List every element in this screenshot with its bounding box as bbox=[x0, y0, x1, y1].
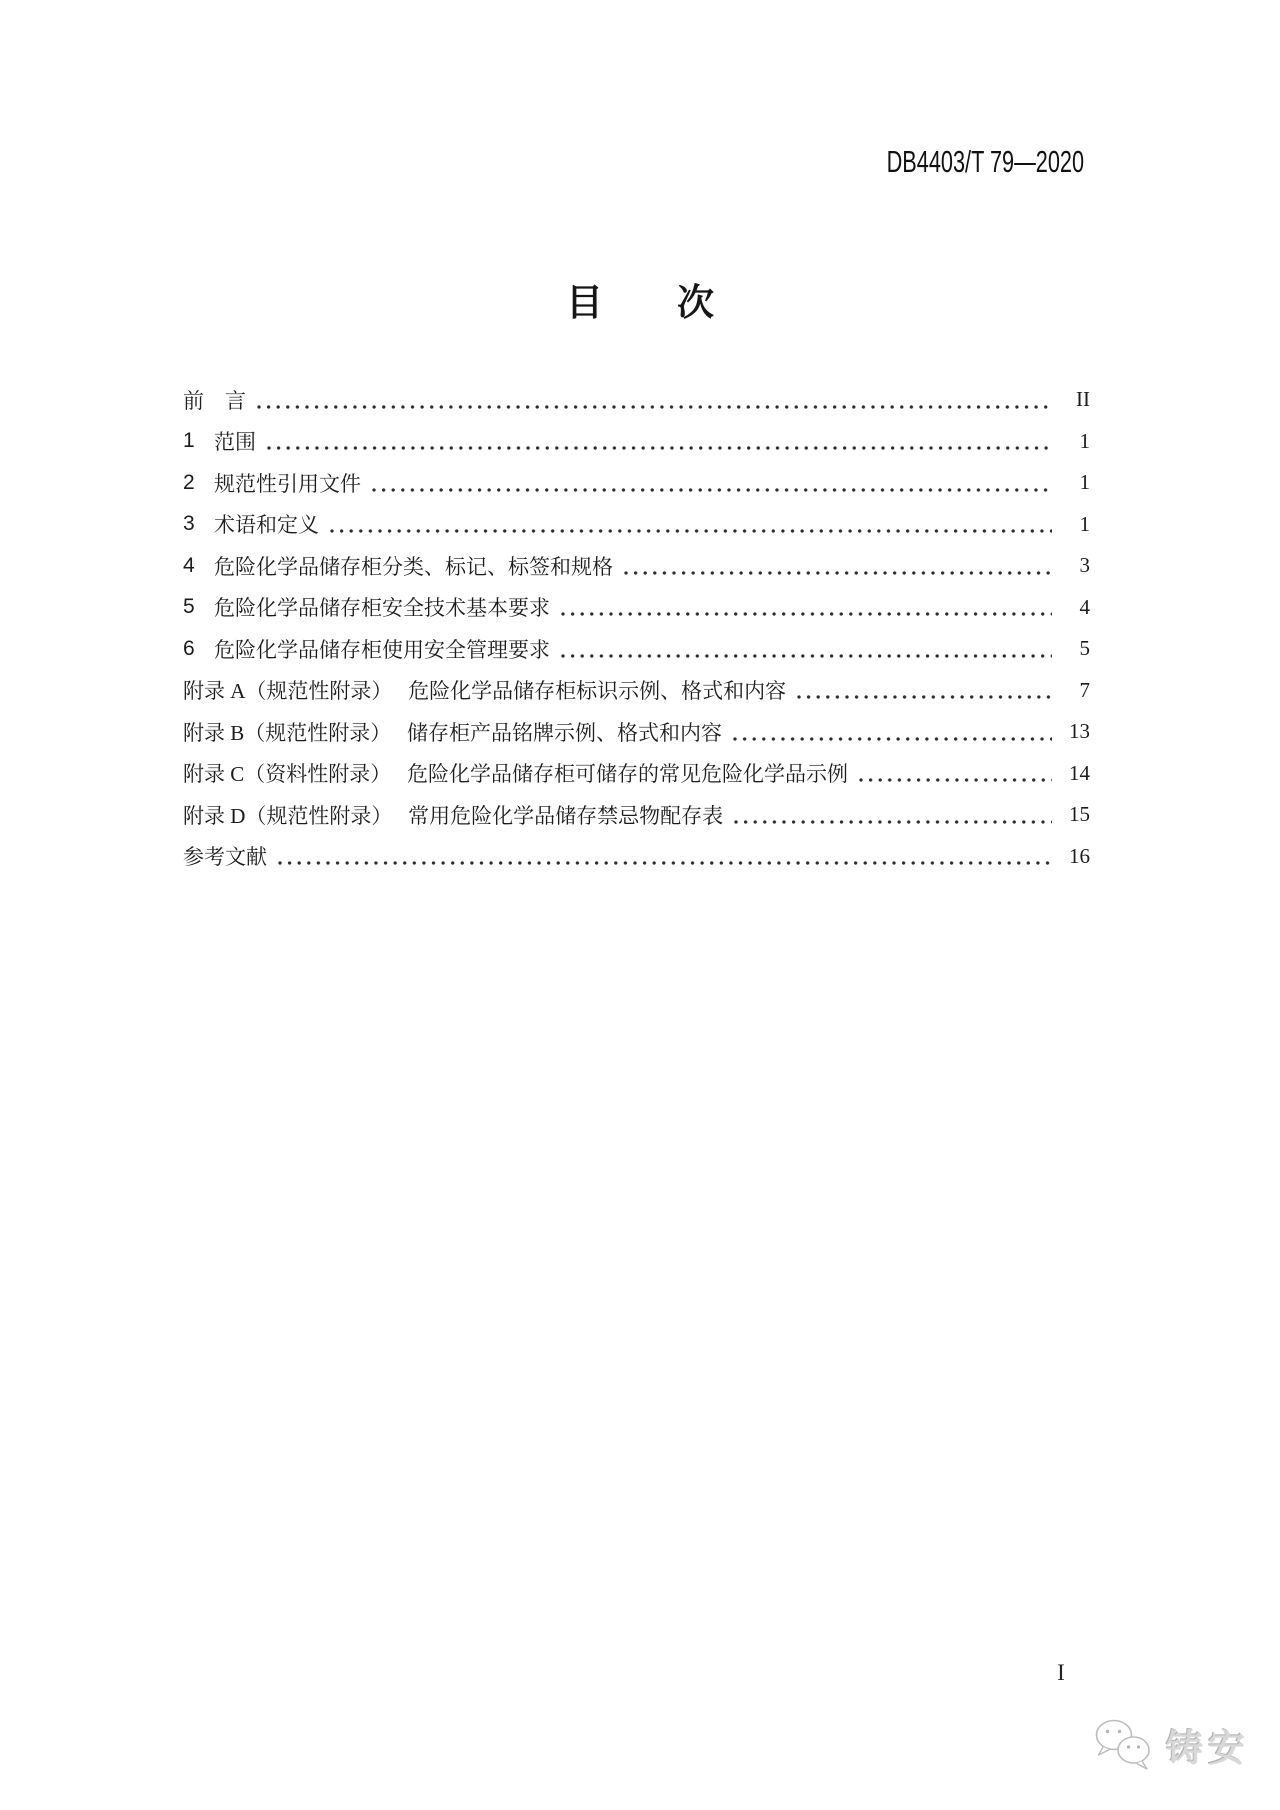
toc-entry bbox=[183, 794, 1090, 836]
toc-dot-leader bbox=[559, 587, 1052, 629]
toc-entry-number: 3 bbox=[183, 512, 195, 536]
toc-entry bbox=[183, 379, 1090, 421]
wechat-chat-bubbles-icon bbox=[1092, 1716, 1156, 1774]
toc-dot-leader bbox=[622, 545, 1052, 587]
toc-entry-label: 范围 bbox=[214, 430, 256, 455]
toc-entry-page: 15 bbox=[1069, 802, 1090, 827]
toc-entry-number: 4 bbox=[183, 553, 195, 577]
toc-entry bbox=[183, 545, 1090, 587]
footer-page-number: I bbox=[1057, 1660, 1065, 1685]
toc-entry-page: 5 bbox=[1079, 636, 1090, 661]
toc-entry-page: 13 bbox=[1069, 719, 1090, 744]
toc-entry-label: 危险化学品储存柜分类、标记、标签和规格 bbox=[214, 554, 613, 579]
toc-entry-label: 附录 D（规范性附录） 常用危险化学品储存禁忌物配存表 bbox=[183, 803, 724, 828]
toc-entry-number: 2 bbox=[183, 470, 195, 494]
toc-entry bbox=[183, 836, 1090, 878]
toc-entry-page: 7 bbox=[1079, 677, 1090, 702]
toc-dot-leader bbox=[559, 628, 1052, 670]
toc-entry-page: 1 bbox=[1079, 428, 1090, 453]
toc-dot-leader bbox=[857, 753, 1052, 795]
toc-entry-label: 前 言 bbox=[183, 388, 246, 413]
toc-entry-label: 附录 A（规范性附录） 危险化学品储存柜标识示例、格式和内容 bbox=[183, 679, 787, 704]
toc-entry-label: 附录 C（资料性附录） 危险化学品储存柜可储存的常见危险化学品示例 bbox=[183, 762, 849, 787]
toc-entry bbox=[183, 711, 1090, 753]
toc-dot-leader bbox=[731, 711, 1052, 753]
watermark-text: 铸安 bbox=[1166, 1729, 1250, 1770]
toc-entry-page: 16 bbox=[1069, 843, 1090, 868]
toc-entry bbox=[183, 670, 1090, 712]
toc-entry bbox=[183, 462, 1090, 504]
toc-dot-leader bbox=[276, 836, 1052, 878]
toc-entry-label: 术语和定义 bbox=[214, 513, 319, 538]
toc-entry-number: 1 bbox=[183, 429, 195, 453]
page-title: 目 次 bbox=[566, 282, 714, 323]
toc-dot-leader bbox=[732, 794, 1052, 836]
toc-dot-leader bbox=[265, 421, 1052, 463]
toc-dot-leader bbox=[370, 462, 1052, 504]
toc-entry-label: 规范性引用文件 bbox=[214, 471, 361, 496]
toc-entry-label: 附录 B（规范性附录） 储存柜产品铭牌示例、格式和内容 bbox=[183, 720, 723, 745]
toc-entry-label: 危险化学品储存柜安全技术基本要求 bbox=[214, 596, 550, 621]
toc-entry-page: 14 bbox=[1069, 760, 1090, 785]
toc-entry bbox=[183, 421, 1090, 463]
toc-entry-number: 5 bbox=[183, 595, 195, 619]
toc-entry-label: 参考文献 bbox=[183, 845, 267, 870]
toc-entry-page: II bbox=[1076, 387, 1090, 412]
toc-entry bbox=[183, 753, 1090, 795]
toc-dot-leader bbox=[255, 379, 1052, 421]
toc-entry bbox=[183, 628, 1090, 670]
watermark bbox=[1092, 1716, 1250, 1774]
toc-entry-page: 3 bbox=[1079, 553, 1090, 578]
table-of-contents bbox=[183, 379, 1090, 877]
toc-dot-leader bbox=[795, 670, 1052, 712]
toc-entry bbox=[183, 587, 1090, 629]
standard-code-header: DB4403/T 79—2020 bbox=[886, 144, 1084, 179]
toc-entry-page: 1 bbox=[1079, 511, 1090, 536]
toc-entry-page: 1 bbox=[1079, 470, 1090, 495]
toc-entry-page: 4 bbox=[1079, 594, 1090, 619]
toc-entry-label: 危险化学品储存柜使用安全管理要求 bbox=[214, 637, 550, 662]
toc-entry-number: 6 bbox=[183, 636, 195, 660]
toc-dot-leader bbox=[328, 504, 1052, 546]
toc-entry bbox=[183, 504, 1090, 546]
